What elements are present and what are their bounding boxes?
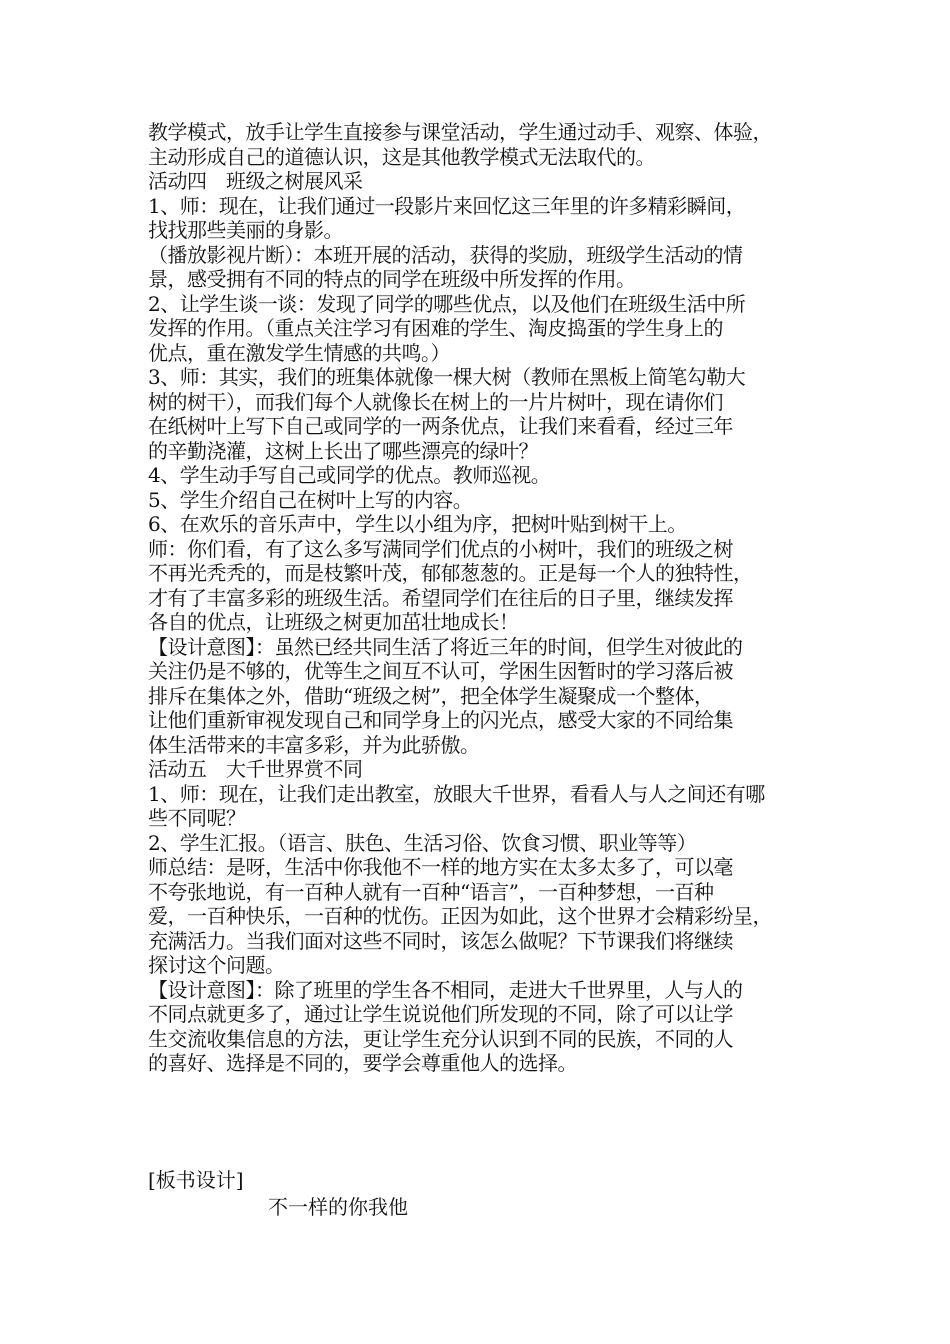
text-line: 优点，重在激发学生情感的共鸣。）: [148, 340, 450, 365]
text-line: 【设计意图】：除了班里的学生各不相同，走进大千世界里，人与人的: [148, 977, 743, 1002]
text-line: 的喜好、选择是不同的，要学会尊重他人的选择。: [148, 1051, 577, 1075]
text-line: 生交流收集信息的方法，更让学生充分认识到不同的民族，不同的人: [148, 1026, 733, 1051]
text-line: 让他们重新审视发现自己和同学身上的闪光点，感受大家的不同给集: [148, 708, 733, 732]
text-line: 各自的优点，让班级之树更加茁壮地成长！: [148, 610, 519, 634]
text-line: 不再光秃秃的，而是枝繁叶茂，郁郁葱葱的。正是每一个人的独特性，: [148, 561, 753, 585]
section-heading: 活动四 班级之树展风采: [148, 169, 363, 193]
text-line: 才有了丰富多彩的班级生活。希望同学们在往后的日子里，继续发挥: [148, 585, 733, 610]
text-line: 些不同呢？: [148, 806, 246, 830]
board-design-title: 不一样的你我他: [268, 1195, 408, 1219]
text-line: 师总结：是呀，生活中你我他不一样的地方实在太多太多了，可以毫: [148, 855, 733, 879]
text-line: 发挥的作用。（重点关注学习有困难的学生、淘皮捣蛋的学生身上的: [148, 316, 723, 340]
text-line: 排斥在集体之外，借助“班级之树”，把全体学生凝聚成一个整体，: [148, 683, 714, 708]
text-line: 【设计意图】：虽然已经共同生活了将近三年的时间，但学生对彼此的: [148, 634, 743, 659]
text-line: 不夸张地说，有一百种人就有一百种“语言”，一百种梦想，一百种: [148, 879, 714, 904]
text-line: 教学模式，放手让学生直接参与课堂活动，学生通过动手、观察、体验，: [148, 120, 772, 144]
text-line: 1、师：现在，让我们走出教室，放眼大千世界，看看人与人之间还有哪: [148, 781, 765, 806]
text-line: 找找那些美丽的身影。: [148, 218, 343, 242]
text-line: 4、学生动手写自己或同学的优点。教师巡视。: [148, 463, 551, 487]
text-line: 3、师：其实，我们的班集体就像一棵大树（教师在黑板上简笔勾勒大: [148, 365, 746, 389]
text-line: 师：你们看，有了这么多写满同学们优点的小树叶，我们的班级之树: [148, 536, 733, 561]
text-line: 2、让学生谈一谈：发现了同学的哪些优点，以及他们在班级生活中所: [148, 291, 746, 316]
text-line: 1、师：现在，让我们通过一段影片来回忆这三年里的许多精彩瞬间，: [148, 193, 746, 218]
section-heading: 活动五 大千世界赏不同: [148, 757, 363, 781]
text-line: 主动形成自己的道德认识，这是其他教学模式无法取代的。: [148, 144, 655, 169]
text-line: 的辛勤浇灌，这树上长出了哪些漂亮的绿叶？: [148, 438, 538, 463]
text-line: 5、学生介绍自己在树叶上写的内容。: [148, 487, 473, 512]
document-body: [148, 120, 812, 1076]
text-line: 爱，一百种快乐，一百种的忧伤。正因为如此，这个世界才会精彩纷呈，: [148, 904, 772, 928]
text-line: 关注仍是不够的，优等生之间互不认可，学困生因暂时的学习落后被: [148, 659, 733, 683]
text-line: 体生活带来的丰富多彩，并为此骄傲。: [148, 732, 480, 757]
text-line: 充满活力。当我们面对这些不同时，该怎么做呢？下节课我们将继续: [148, 928, 733, 953]
text-line: 2、学生汇报。（语言、肤色、生活习俗、饮食习惯、职业等等）: [148, 830, 697, 855]
board-design-label: [板书设计]: [148, 1168, 244, 1192]
text-line: 在纸树叶上写下自己或同学的一两条优点，让我们来看看，经过三年: [148, 414, 733, 438]
text-line: 景，感受拥有不同的特点的同学在班级中所发挥的作用。: [148, 267, 636, 291]
text-line: 6、在欢乐的音乐声中，学生以小组为序，把树叶贴到树干上。: [148, 512, 687, 536]
text-line: 探讨这个问题。: [148, 953, 285, 977]
text-line: 树的树干），而我们每个人就像长在树上的一片片树叶，现在请你们: [148, 389, 723, 414]
text-line: （播放影视片断）：本班开展的活动，获得的奖励，班级学生活动的情: [148, 242, 743, 267]
text-line: 不同点就更多了，通过让学生说说他们所发现的不同，除了可以让学: [148, 1002, 733, 1026]
